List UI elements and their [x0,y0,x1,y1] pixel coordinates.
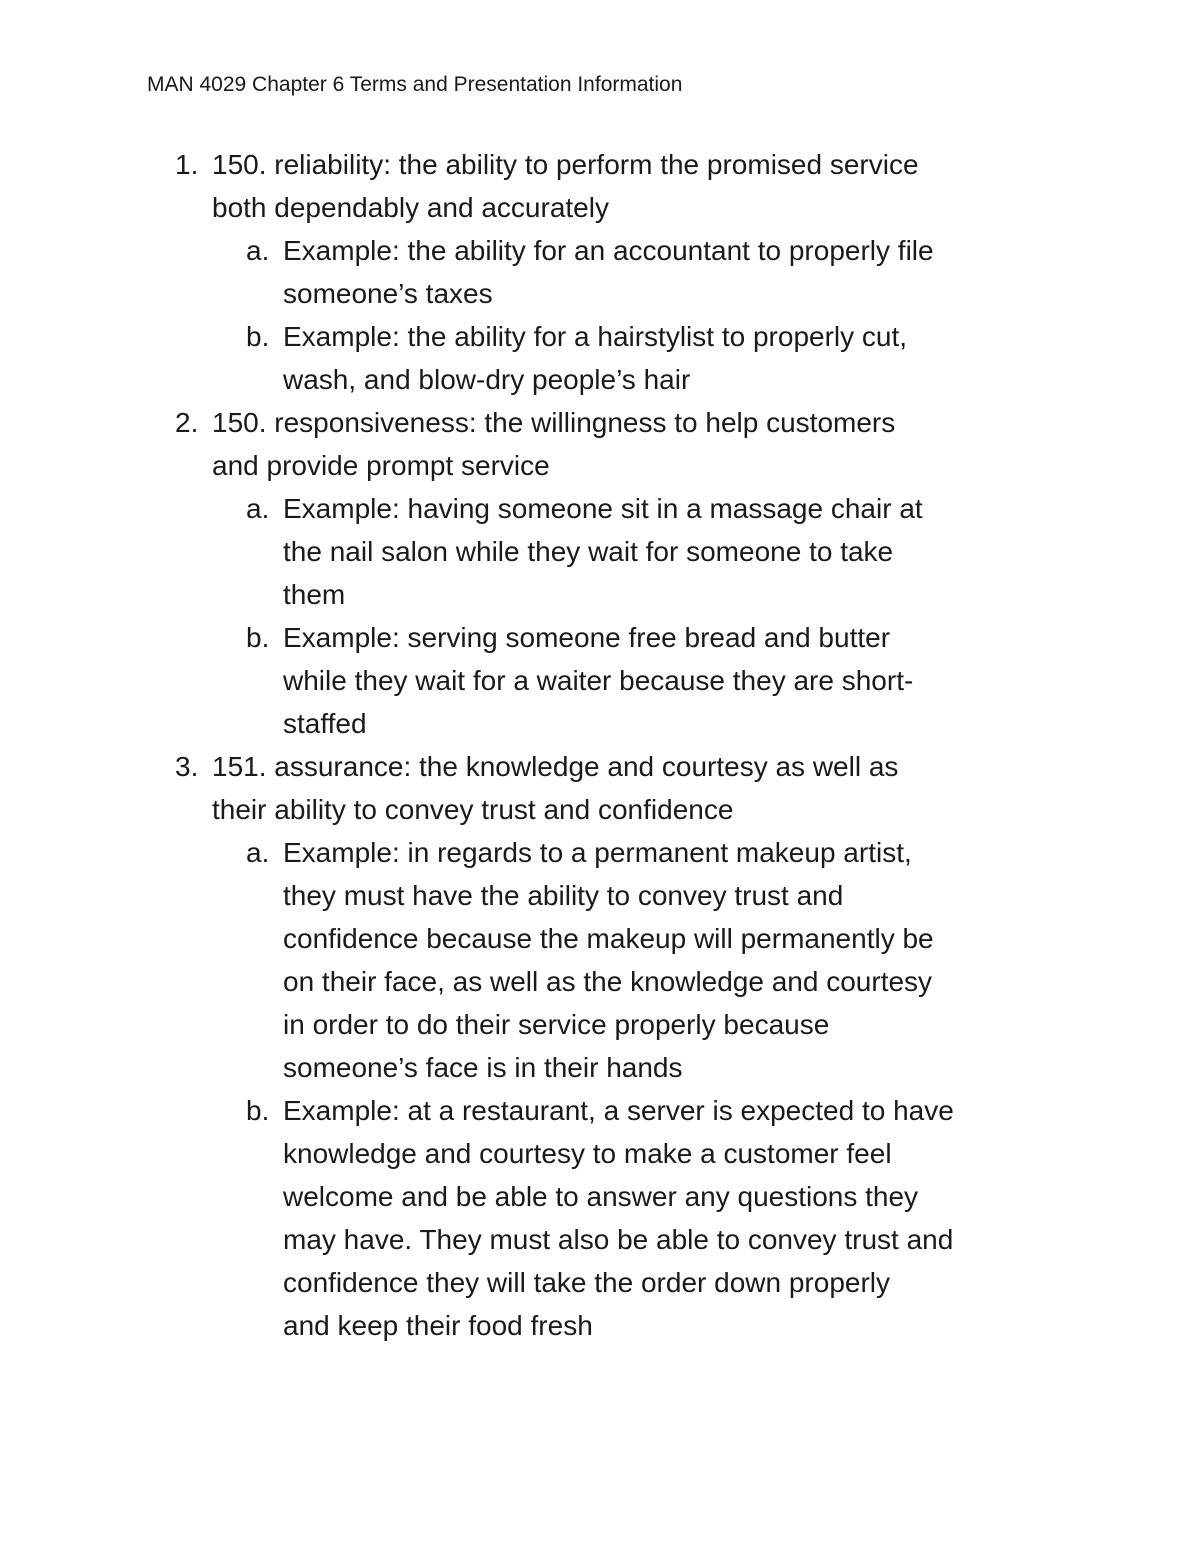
sub-item-1b [0,315,1200,401]
example-line: confidence because the makeup will permanently be [283,923,934,954]
term-line: 151. assurance: the knowledge and courtesy as well as [212,751,899,782]
example-line: Example: serving someone free bread and butter [283,622,891,653]
example-line: wash, and blow-dry people’s hair [283,364,691,395]
list-number: 3. [175,751,199,782]
example-line: Example: the ability for an accountant to properly file [283,235,934,266]
example-line: Example: at a restaurant, a server is expected to have [283,1095,954,1126]
document-body [0,143,1200,1347]
example-line: them [283,579,346,610]
example-line: on their face, as well as the knowledge and courtesy [283,966,933,997]
sub-item-1a [0,229,1200,315]
example-line: someone’s taxes [283,278,493,309]
example-line: while they wait for a waiter because they are short- [283,665,914,696]
sub-letter: b. [246,1095,270,1126]
example-line: knowledge and courtesy to make a customer feel [283,1138,892,1169]
sub-letter: a. [246,837,270,868]
term-line: and provide prompt service [212,450,550,481]
list-item-1 [0,143,1200,401]
example-line: and keep their food fresh [283,1310,593,1341]
example-line: the nail salon while they wait for someone to take [283,536,894,567]
list-number: 2. [175,407,199,438]
term-line: 150. responsiveness: the willingness to help customers [212,407,896,438]
sub-item-3b [0,1089,1200,1347]
document-header: MAN 4029 Chapter 6 Terms and Presentation Information [147,73,683,96]
sub-letter: b. [246,622,270,653]
example-line: may have. They must also be able to convey trust and [283,1224,954,1255]
list-number: 1. [175,149,199,180]
example-line: they must have the ability to convey trust and [283,880,844,911]
example-line: in order to do their service properly because [283,1009,830,1040]
list-item-2 [0,401,1200,745]
term-line: both dependably and accurately [212,192,609,223]
example-line: Example: in regards to a permanent makeup artist, [283,837,912,868]
sub-item-3a [0,831,1200,1089]
term-line: 150. reliability: the ability to perform the promised service [212,149,919,180]
list-item-3 [0,745,1200,1347]
term-line: their ability to convey trust and confidence [212,794,734,825]
example-line: Example: the ability for a hairstylist to properly cut, [283,321,908,352]
sub-item-2a [0,487,1200,616]
example-line: Example: having someone sit in a massage chair at [283,493,923,524]
example-line: confidence they will take the order down properly [283,1267,891,1298]
example-line: staffed [283,708,367,739]
sub-letter: a. [246,493,270,524]
sub-letter: a. [246,235,270,266]
example-line: welcome and be able to answer any questions they [283,1181,919,1212]
sub-item-2b [0,616,1200,745]
example-line: someone’s face is in their hands [283,1052,683,1083]
sub-letter: b. [246,321,270,352]
